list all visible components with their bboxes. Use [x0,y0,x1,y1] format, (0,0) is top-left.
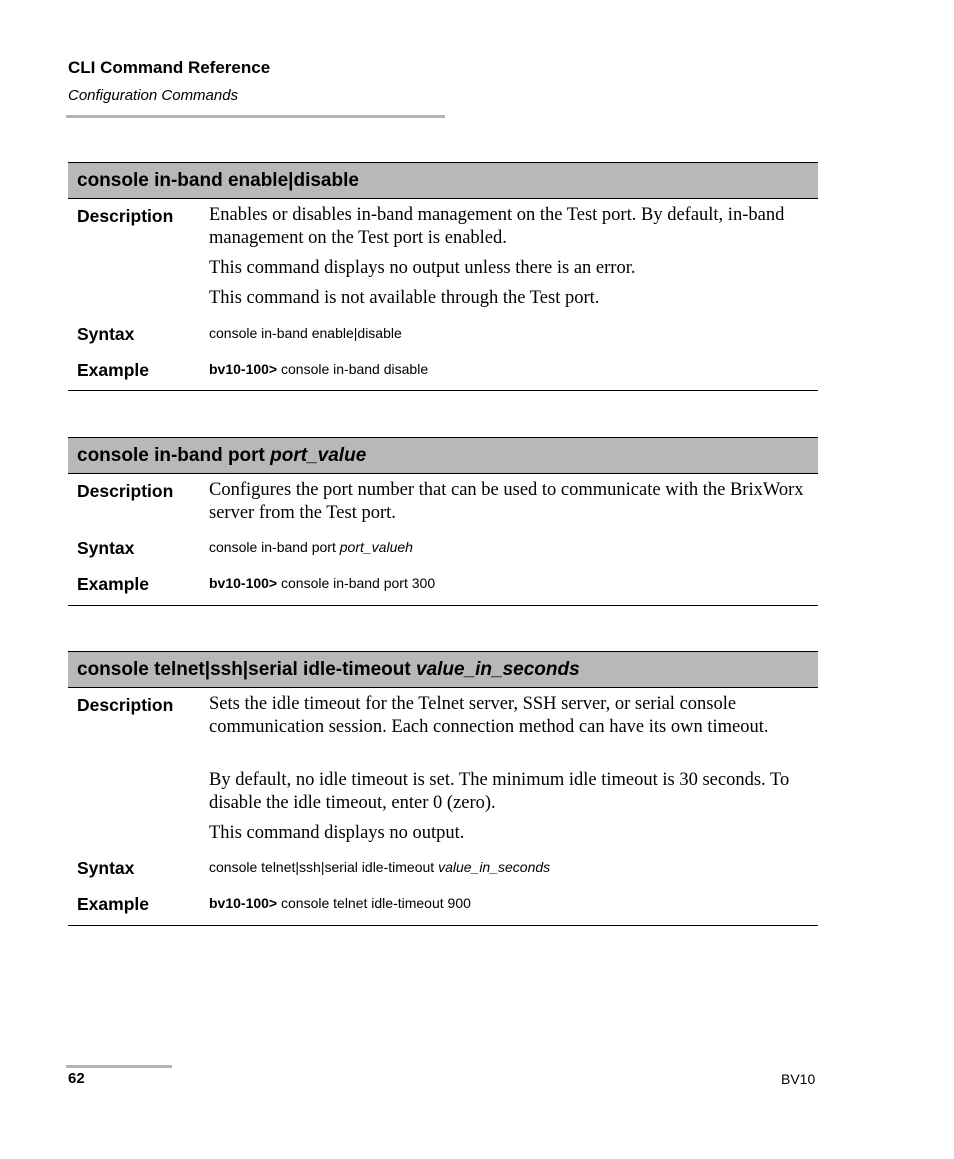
syntax-label: Syntax [77,858,135,878]
running-header-title: CLI Command Reference [68,58,271,77]
example-text: bv10-100> console in-band disable [209,361,429,377]
running-header-subtitle: Configuration Commands [68,87,239,104]
command-heading: console in-band enable|disable [68,162,818,199]
description-paragraph: This command displays no output. [209,823,465,843]
example-label: Example [77,574,149,594]
command-body [68,474,818,606]
description-label: Description [77,695,174,715]
footer-rule [66,1065,172,1068]
description-paragraph: This command is not available through the Test port. [209,288,600,308]
command-body [68,688,818,926]
syntax-text: console telnet|ssh|serial idle-timeout value_in_seconds [209,859,551,875]
description-paragraph: By default, no idle timeout is set. The minimum idle timeout is 30 seconds. To disable the idle timeout, enter 0 (zero). [209,770,790,813]
syntax-text: console in-band enable|disable [209,325,402,341]
header-rule [66,115,445,118]
example-label: Example [77,360,149,380]
description-paragraph: Sets the idle timeout for the Telnet server, SSH server, or serial console communication session. Each connection method can have its own timeout. [209,694,769,737]
example-text: bv10-100> console in-band port 300 [209,575,436,591]
command-block-in-band-enable [68,162,818,391]
syntax-text: console in-band port port_valueh [209,539,413,555]
description-paragraph: Enables or disables in-band management on the Test port. By default, in-band management on the Test port is enabled. [209,205,785,248]
example-text: bv10-100> console telnet idle-timeout 900 [209,895,471,911]
command-block-idle-timeout [68,651,818,926]
description-paragraph: Configures the port number that can be used to communicate with the BrixWorx server from the Test port. [209,480,804,523]
command-body [68,199,818,391]
description-label: Description [77,481,174,501]
description-paragraph: This command displays no output unless there is an error. [209,258,636,278]
description-label: Description [77,206,174,226]
command-block-in-band-port [68,437,818,606]
command-heading: console in-band port port_value [68,437,818,474]
syntax-label: Syntax [77,538,135,558]
command-heading: console telnet|ssh|serial idle-timeout value_in_seconds [68,651,818,688]
example-label: Example [77,894,149,914]
syntax-label: Syntax [77,324,135,344]
page-number: 62 [68,1070,85,1087]
product-model: BV10 [781,1071,816,1087]
